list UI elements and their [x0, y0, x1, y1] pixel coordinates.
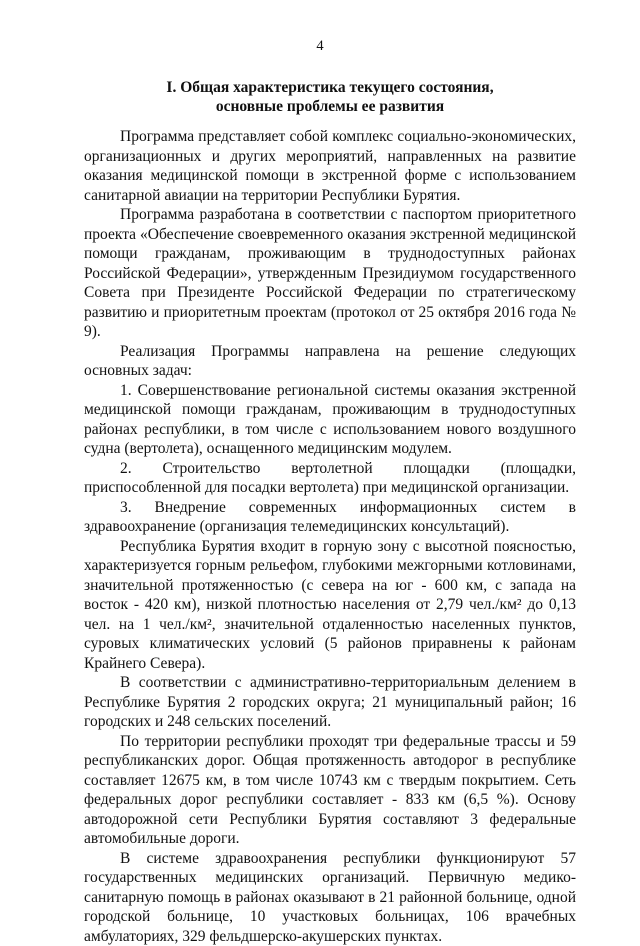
paragraph-geography: Республика Бурятия входит в горную зону с высотной поясностью, характеризуется горным рельефом, глубокими межгорными котловинами, значительной протяженностью (с севера на юг - 600 км, с запада на восток - 420 км), низкой плотностью населения от 2,79 чел./км² до 0,13 чел. на 1 чел./км², значительной отдаленностью населенных пунктов, суровых климатических условий (5 районов приравнены к районам Крайнего Севера). [84, 537, 576, 674]
body-text [84, 127, 576, 946]
paragraph-roads: По территории республики проходят три федеральные трассы и 59 республиканских дорог. Общая протяженность автодорог в республике составляет 12675 км, в том числе 10743 км с твердым покрытием. Сеть федеральных дорог республики составляет - 833 км (6,5 %). Основу автодорожной сети Республики Бурятия составляют 3 федеральные автомобильные дороги. [84, 732, 576, 849]
section-heading-line-2: основные проблемы ее развития [84, 97, 576, 116]
paragraph-program-definition: Программа представляет собой комплекс социально-экономических, организационных и других мероприятий, направленных на развитие оказания медицинской помощи в экстренной форме с использованием санитарной авиации на территории Республики Бурятия. [84, 127, 576, 205]
paragraph-goals-intro: Реализация Программы направлена на решение следующих основных задач: [84, 342, 576, 381]
section-heading-line-1: I. Общая характеристика текущего состояния, [84, 78, 576, 97]
paragraph-goal-2: 2. Строительство вертолетной площадки (площадки, приспособленной для посадки вертолета) при медицинской организации. [84, 459, 576, 498]
paragraph-goal-1: 1. Совершенствование региональной системы оказания экстренной медицинской помощи гражданам, проживающим в труднодоступных районах республики, в том числе с использованием нового воздушного судна (вертолета), оснащенного медицинским модулем. [84, 381, 576, 459]
paragraph-administrative-division: В соответствии с административно-территориальным делением в Республике Бурятия 2 городских округа; 21 муниципальный район; 16 городских и 248 сельских поселений. [84, 673, 576, 732]
paragraph-goal-3: 3. Внедрение современных информационных систем в здравоохранение (организация телемедицинских консультаций). [84, 498, 576, 537]
page-number: 4 [0, 38, 640, 55]
paragraph-healthcare-system: В системе здравоохранения республики функционируют 57 государственных медицинских организаций. Первичную медико-санитарную помощь в районах оказывают в 21 районной больнице, одной городской больнице, 10 участковых больницах, 106 врачебных амбулаториях, 329 фельдшерско-акушерских пунктах. [84, 849, 576, 946]
section-heading [84, 78, 576, 116]
paragraph-program-basis: Программа разработана в соответствии с паспортом приоритетного проекта «Обеспечение своевременного оказания экстренной медицинской помощи гражданам, проживающим в труднодоступных районах Российской Федерации», утвержденным Президиумом государственного Совета при Президенте Российской Федерации по стратегическому развитию и приоритетным проектам (протокол от 25 октября 2016 года № 9). [84, 205, 576, 342]
